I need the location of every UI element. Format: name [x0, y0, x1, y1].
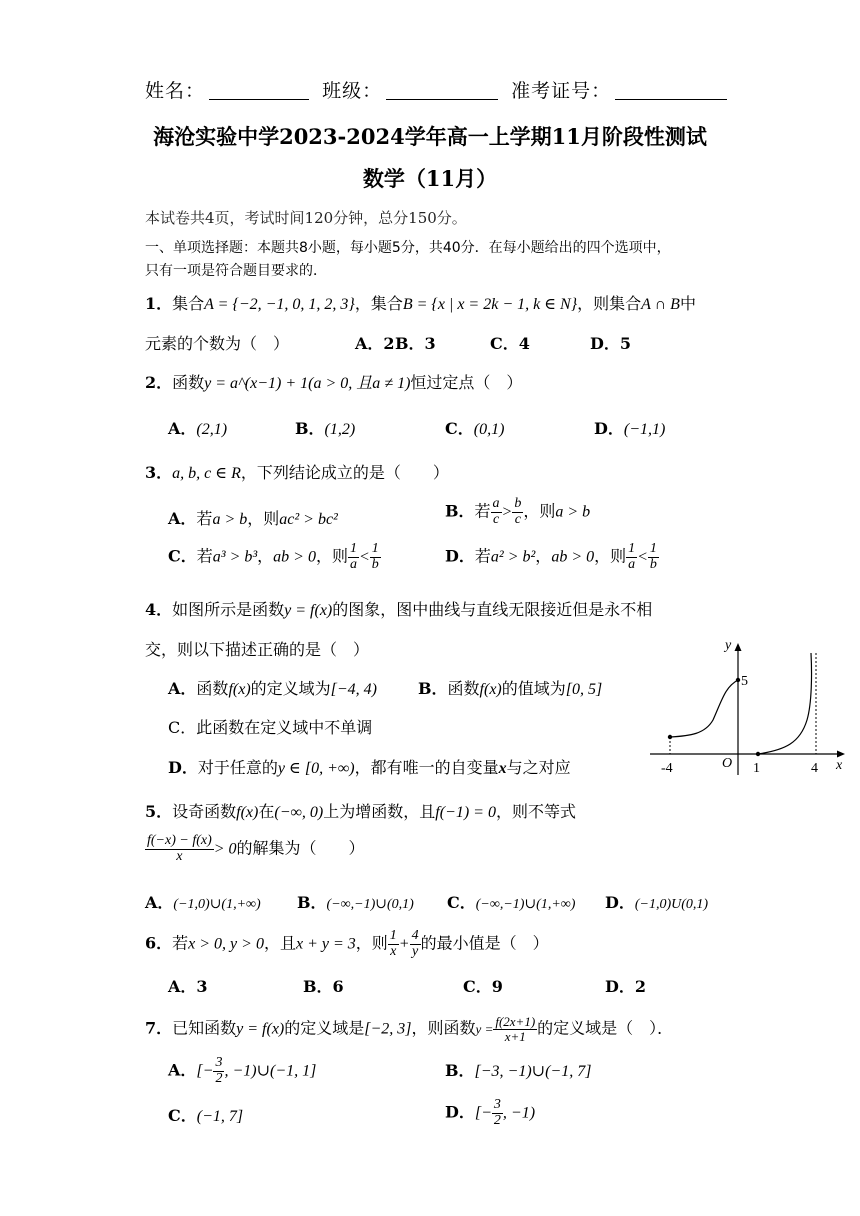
q2-text: 函数: [172, 373, 205, 392]
question-4-stem: [145, 597, 652, 620]
option-value: (−1,0)U(0,1): [634, 897, 709, 912]
set-a: A = {−2, −1, 0, 1, 2, 3}: [204, 296, 355, 313]
fraction: [492, 1098, 503, 1128]
q6-math: +: [398, 935, 410, 953]
x-tick-label: 1: [753, 761, 760, 776]
question-number: 7．: [145, 1018, 173, 1038]
q6-option-d[interactable]: D．2: [605, 977, 647, 996]
option-label: C．: [168, 1106, 197, 1125]
q1-text: 元素的个数为（ ）: [145, 334, 290, 353]
y-axis-arrow: [735, 643, 742, 651]
option-math: [−3, −1)∪(−1, 7]: [474, 1063, 592, 1080]
name-blank[interactable]: [209, 81, 309, 100]
option-math: a > b: [212, 511, 248, 528]
q7-text: ，则函数: [411, 1018, 476, 1038]
q5-option-a[interactable]: [145, 890, 261, 913]
q7-math: y = f(x): [236, 1020, 285, 1038]
exam-header: [145, 76, 733, 103]
option-text: 对于任意的: [197, 758, 278, 777]
q5-option-c[interactable]: [447, 890, 575, 913]
fraction-numerator: f(2x+1): [495, 1014, 536, 1029]
fraction-numerator: 1: [371, 541, 379, 556]
q3-option-a[interactable]: [168, 506, 338, 529]
fraction-denominator: 2: [493, 1112, 501, 1128]
option-math: <: [358, 548, 370, 566]
q6-math: x > 0, y > 0: [188, 935, 264, 953]
q2-option-c[interactable]: [445, 416, 504, 439]
fraction-numerator: 1: [349, 541, 357, 556]
option-label: D．: [594, 419, 624, 438]
q1-text: 集合: [172, 294, 205, 313]
option-text: ，则: [594, 546, 627, 566]
origin-label: O: [722, 756, 733, 771]
option-math: f(x): [479, 681, 502, 698]
option-math: <: [637, 548, 648, 566]
fraction: [493, 1015, 537, 1043]
question-3-stem: [145, 460, 449, 483]
option-label: D．: [605, 893, 635, 912]
q5-math: f(−1) = 0: [435, 804, 496, 821]
class-label: 班级：: [322, 80, 383, 102]
exam-subtitle: 数学（11月）: [362, 166, 498, 191]
option-value: (0,1): [473, 421, 505, 438]
q1-text: 中: [679, 294, 696, 313]
q5-text: 设奇函数: [172, 802, 237, 821]
curve-left-branch: [670, 680, 738, 737]
option-text: 与之对应: [506, 758, 571, 777]
q4-text: 的图象，图中曲线与直线无限接近但是永不相: [332, 600, 653, 619]
option-label: D．: [445, 546, 475, 566]
option-math: f(x): [228, 681, 251, 698]
q6-text: 若: [172, 933, 189, 953]
option-math: x: [498, 760, 507, 777]
option-math: [−4, 4): [330, 681, 378, 698]
q4-option-c[interactable]: C．此函数在定义域中不单调: [168, 718, 373, 737]
fraction: [512, 497, 523, 527]
option-math: ab > 0: [551, 548, 595, 566]
option-label: A．: [145, 893, 174, 912]
exam-title: 海沧实验中学2023-2024学年高一上学期11月阶段性测试: [153, 124, 707, 149]
q7-option-b[interactable]: [445, 1058, 591, 1081]
option-text: ，则: [315, 546, 348, 566]
q3-option-b[interactable]: [445, 497, 590, 527]
question-number: 4．: [145, 600, 173, 619]
question-1-line2: [145, 331, 289, 354]
section-heading-line2: 只有一项是符合题目要求的．: [145, 263, 327, 279]
name-label: 姓名：: [145, 80, 206, 102]
q7-text: 的定义域是（ ）．: [537, 1018, 674, 1038]
intersection: A ∩ B: [641, 296, 680, 313]
option-value: (2,1): [196, 421, 228, 438]
q4-text: 如图所示是函数: [172, 600, 285, 619]
q7-math: y =: [475, 1021, 494, 1037]
fraction-numerator: 3: [493, 1097, 501, 1112]
question-number: 2．: [145, 373, 173, 392]
q6-option-c[interactable]: C．9: [463, 977, 503, 996]
option-math: a³ > b³: [212, 548, 258, 566]
x-axis-arrow: [837, 751, 845, 758]
q3-expression: a, b, c ∈ R: [172, 465, 241, 482]
q7-text: 的定义域是: [284, 1018, 365, 1038]
x-tick-label: -4: [661, 761, 673, 776]
option-text: ，都有唯一的自变量: [354, 758, 499, 777]
q7-option-a[interactable]: [168, 1056, 316, 1086]
option-text: 函数: [447, 679, 480, 698]
closed-endpoint: [668, 735, 672, 739]
q1-option-c[interactable]: C．4: [490, 334, 530, 353]
exam-no-blank[interactable]: [615, 81, 727, 100]
question-number: 5．: [145, 802, 173, 821]
fraction-denominator: x: [176, 848, 183, 864]
option-label: D．: [168, 758, 198, 777]
q4-option-b[interactable]: [418, 676, 602, 699]
fraction-denominator: 2: [215, 1070, 223, 1086]
option-math: (−1, 7]: [196, 1108, 244, 1125]
closed-point-5: [736, 678, 740, 682]
fraction-numerator: 1: [628, 541, 636, 556]
fraction-numerator: a: [492, 496, 500, 511]
q5-math: > 0: [213, 840, 237, 858]
question-1-stem: [145, 291, 696, 314]
option-label: D．: [445, 1102, 475, 1122]
fraction-denominator: c: [492, 511, 500, 527]
option-text: 的定义域为: [250, 679, 331, 698]
fraction: [388, 929, 399, 959]
option-value: (−∞,−1)∪(1,+∞): [475, 897, 576, 912]
option-math: >: [501, 503, 513, 521]
option-math: , −1)∪(−1, 1]: [224, 1062, 317, 1080]
q6-math: x + y = 3: [295, 935, 356, 953]
fraction-denominator: b: [649, 556, 657, 572]
x-axis-label: x: [836, 758, 843, 773]
q1-text: ，则集合: [577, 294, 642, 313]
option-label: B．: [297, 893, 327, 912]
q3-text: ，下列结论成立的是（ ）: [240, 463, 449, 482]
q6-option-b[interactable]: B．6: [303, 977, 344, 996]
option-math: ac² > bc²: [279, 511, 338, 528]
option-label: A．: [168, 1060, 197, 1080]
q7-option-d[interactable]: [445, 1098, 535, 1128]
option-text: ，则: [523, 501, 556, 521]
q2-expression: y = a^(x−1) + 1(a > 0, 且a ≠ 1): [204, 375, 411, 392]
q3-option-d[interactable]: [445, 542, 659, 572]
option-value: (1,2): [324, 421, 356, 438]
fraction-numerator: 3: [215, 1055, 223, 1070]
option-math: a > b: [555, 503, 591, 521]
fraction: [626, 542, 637, 572]
q5-text: 在: [258, 802, 275, 821]
set-b: B = {x | x = 2k − 1, k ∈ N}: [402, 296, 578, 313]
question-number: 3．: [145, 463, 173, 482]
option-text: 若: [196, 509, 213, 528]
question-6-stem: [145, 929, 549, 959]
fraction-denominator: x+1: [504, 1028, 526, 1044]
fraction: [348, 542, 359, 572]
fraction-denominator: x: [390, 943, 397, 959]
q2-option-b[interactable]: [295, 416, 355, 439]
option-label: C．: [447, 893, 476, 912]
option-text: 若: [474, 501, 491, 521]
y-axis-label: y: [725, 638, 732, 653]
q7-option-c[interactable]: [168, 1103, 243, 1126]
option-math: a² > b²: [490, 548, 536, 566]
option-math: [0, 5]: [565, 681, 603, 698]
option-label: B．: [418, 679, 448, 698]
question-4-line2: 交，则以下描述正确的是（ ）: [145, 640, 370, 659]
question-number: 1．: [145, 294, 173, 313]
fraction-numerator: b: [514, 496, 522, 511]
fraction: [491, 497, 502, 527]
question-5-line2: [145, 834, 365, 864]
q5-text: 上为增函数，且: [323, 802, 436, 821]
option-math: [−: [196, 1062, 214, 1080]
q5-option-d[interactable]: [605, 890, 708, 913]
option-text: ，: [257, 546, 274, 566]
exam-no-label: 准考证号：: [511, 80, 612, 102]
fraction: [648, 542, 659, 572]
fraction-numerator: f(−x) − f(x): [147, 833, 212, 848]
option-label: A．: [168, 679, 197, 698]
section-heading-line1: 一、单项选择题：本题共8小题，每小题5分，共40分．在每小题给出的四个选项中，: [145, 240, 671, 256]
q7-math: [−2, 3]: [364, 1020, 412, 1038]
x-tick-label: 4: [811, 761, 818, 776]
option-value: (−∞,−1)∪(0,1): [326, 897, 414, 912]
q4-option-a[interactable]: [168, 676, 377, 699]
q5-text: ，则不等式: [495, 802, 576, 821]
option-text: 函数: [196, 679, 229, 698]
option-text: ，: [535, 546, 552, 566]
function-graph: [645, 635, 850, 780]
curve-right-branch: [758, 653, 812, 754]
option-math: ab > 0: [273, 548, 316, 566]
q2-option-d[interactable]: [594, 416, 665, 439]
q2-option-a[interactable]: [168, 416, 227, 439]
q2-text: 恒过定点（ ）: [410, 373, 523, 392]
question-7-stem: [145, 1015, 673, 1043]
q1-text: ，集合: [354, 294, 403, 313]
class-blank[interactable]: [386, 81, 498, 100]
q7-text: 已知函数: [172, 1018, 237, 1038]
option-label: B．: [445, 1061, 475, 1080]
fraction-denominator: a: [349, 556, 357, 572]
closed-point-1: [756, 752, 760, 756]
q1-option-d[interactable]: D．5: [590, 334, 632, 353]
q5-math: f(x): [236, 804, 259, 821]
option-text: 若: [196, 546, 213, 566]
q1-option-b[interactable]: B．3: [395, 334, 436, 353]
question-2-stem: [145, 370, 522, 393]
fraction: [213, 1056, 224, 1086]
fraction: [410, 929, 421, 959]
q5-text: 的解集为（ ）: [236, 838, 365, 858]
fraction-denominator: y: [411, 943, 419, 959]
option-label: B．: [295, 419, 325, 438]
option-label: C．: [168, 546, 197, 566]
question-5-stem: [145, 799, 576, 822]
fraction-denominator: a: [628, 556, 636, 572]
q4-option-d[interactable]: [168, 755, 571, 778]
option-label: C．: [445, 419, 474, 438]
fraction: [145, 834, 214, 864]
fraction-denominator: c: [514, 511, 521, 527]
fraction-denominator: b: [371, 556, 379, 572]
q6-option-a[interactable]: A．3: [168, 977, 208, 996]
fraction-numerator: 1: [389, 928, 397, 943]
question-number: 6．: [145, 933, 173, 953]
option-text: ，则: [247, 509, 280, 528]
option-math: [−: [474, 1104, 492, 1122]
option-value: (−1,1): [623, 421, 666, 438]
q6-text: ，则: [355, 933, 388, 953]
q1-option-a[interactable]: A．2: [355, 334, 395, 353]
option-label: A．: [168, 419, 197, 438]
exam-info: 本试卷共4页，考试时间120分钟，总分150分。: [145, 209, 467, 227]
option-text: 若: [474, 546, 491, 566]
q4-expression: y = f(x): [284, 602, 333, 619]
option-math: , −1): [502, 1104, 536, 1122]
option-label: B．: [445, 501, 475, 521]
q5-option-b[interactable]: [297, 890, 414, 913]
option-text: 的值域为: [501, 679, 566, 698]
fraction-numerator: 4: [411, 928, 419, 943]
option-math: y ∈ [0, +∞): [277, 760, 355, 777]
option-value: (−1,0)∪(1,+∞): [173, 897, 261, 912]
y-tick-label: 5: [741, 674, 748, 689]
fraction-numerator: 1: [649, 541, 657, 556]
q6-text: ，且: [263, 933, 296, 953]
q6-text: 的最小值是（ ）: [420, 933, 549, 953]
option-label: A．: [168, 509, 197, 528]
q5-math: (−∞, 0): [274, 804, 324, 821]
fraction: [370, 542, 381, 572]
q3-option-c[interactable]: [168, 542, 381, 572]
